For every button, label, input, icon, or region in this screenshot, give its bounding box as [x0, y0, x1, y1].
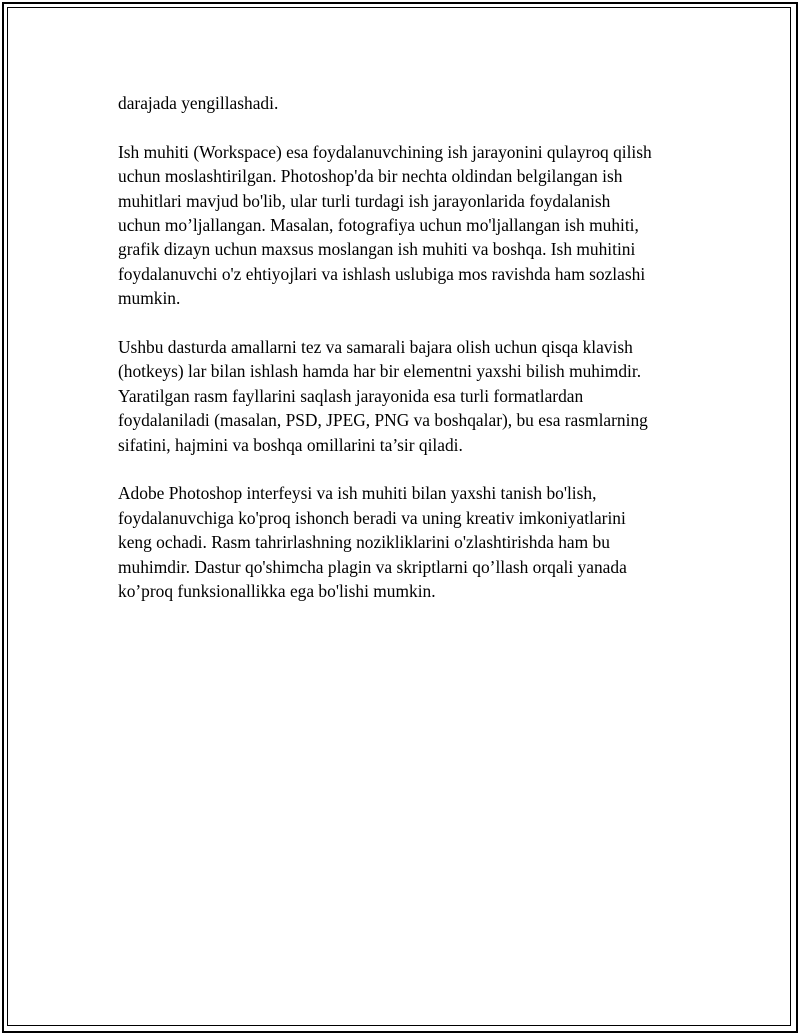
- text-line: darajada yengillashadi.: [118, 93, 279, 113]
- text-line: Adobe Photoshop interfeysi va ish muhiti bilan yaxshi tanish bo'lish,: [118, 483, 597, 504]
- text-line: foydalanuvchi o'z ehtiyojlari va ishlash uslubiga mos ravishda ham sozlashi: [118, 263, 646, 284]
- text-line: foydalanuvchiga ko'proq ishonch beradi va uning kreativ imkoniyatlarini: [118, 507, 626, 528]
- text-line: foydalaniladi (masalan, PSD, JPEG, PNG va boshqalar), bu esa rasmlarning: [118, 410, 648, 431]
- text-line: ko’proq funksionallikka ega bo'lishi mumkin.: [118, 581, 436, 602]
- paragraph-2: [118, 140, 708, 311]
- paragraph-3: [118, 335, 708, 457]
- paragraph-1: [118, 91, 708, 115]
- text-line: Yaratilgan rasm fayllarini saqlash jarayonida esa turli formatlardan: [118, 385, 584, 406]
- text-line: (hotkeys) lar bilan ishlash hamda har bir elementni yaxshi bilish muhimdir.: [118, 361, 642, 382]
- text-line: sifatini, hajmini va boshqa omillarini ta’sir qiladi.: [118, 434, 463, 455]
- text-line: muhitlari mavjud bo'lib, ular turli turdagi ish jarayonlarida foydalanish: [118, 190, 611, 211]
- text-line: mumkin.: [118, 288, 181, 309]
- text-line: muhimdir. Dastur qo'shimcha plagin va skriptlarni qo’llash orqali yanada: [118, 556, 627, 577]
- paragraph-4: [118, 481, 708, 603]
- text-line: grafik dizayn uchun maxsus moslangan ish muhiti va boshqa. Ish muhitini: [118, 239, 636, 260]
- text-line: Ushbu dasturda amallarni tez va samarali bajara olish uchun qisqa klavish: [118, 337, 633, 358]
- document-body: [118, 91, 708, 628]
- text-line: uchun mo’ljallangan. Masalan, fotografiya uchun mo'ljallangan ish muhiti,: [118, 215, 639, 236]
- text-line: keng ochadi. Rasm tahrirlashning nozikliklarini o'zlashtirishda ham bu: [118, 532, 610, 553]
- text-line: uchun moslashtirilgan. Photoshop'da bir nechta oldindan belgilangan ish: [118, 166, 623, 187]
- text-line: Ish muhiti (Workspace) esa foydalanuvchining ish jarayonini qulayroq qilish: [118, 141, 652, 162]
